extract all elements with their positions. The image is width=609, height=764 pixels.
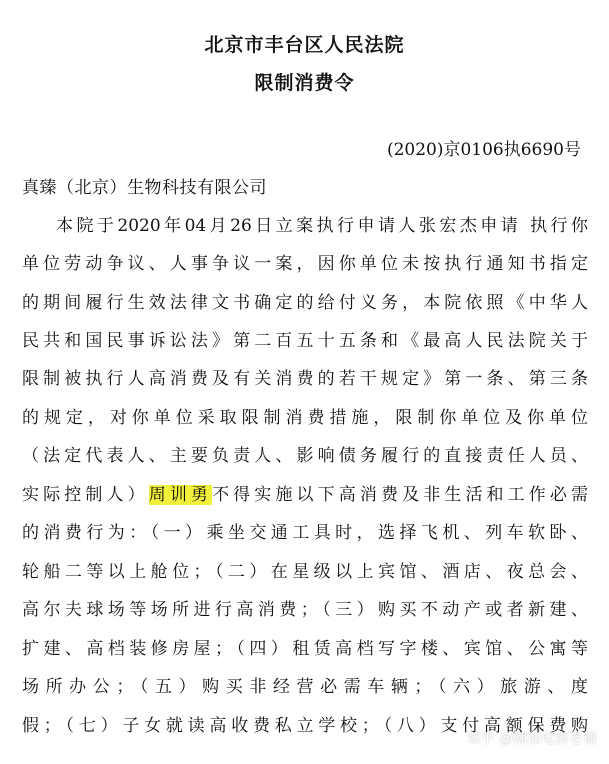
body-line-1: 本院于2020年04月26日立案执行申请人张宏杰申请 执行你 (56, 216, 588, 236)
body-line-2: 单位劳动争议、人事争议一案，因你单位未按执行通知书指定 (22, 254, 588, 274)
body-line-8-prefix: 实际控制人） (22, 485, 149, 505)
body-line-11: 高尔夫球场等场所进行高消费；（三）购买不动产或者新建、 (22, 600, 588, 620)
body-line-5: 限制被执行人高消费及有关消费的若干规定》第一条、第三条 (22, 369, 588, 389)
body-line-8 (22, 480, 588, 505)
body-line-7: （法定代表人、主要负责人、影响债务履行的直接责任人员、 (22, 446, 588, 466)
body-line-8-suffix: 不得实施以下高消费及非生活和工作必需 (212, 485, 589, 505)
highlighted-name: 周训勇 (148, 485, 213, 505)
case-number: (2020)京0106执6690号 (386, 140, 581, 160)
body-line-14: 假；（七）子女就读高收费私立学校；（八）支付高额保费购 (22, 716, 588, 736)
body-line-6: 的规定，对你单位采取限制消费措施，限制你单位及你单位 (22, 408, 588, 428)
body-line-13: 场所办公；（五）购买非经营必需车辆；（六）旅游、度 (22, 677, 588, 697)
body-line-4: 民共和国民事诉讼法》第二百五十五条和《最高人民法院关于 (22, 331, 588, 351)
body-line-12: 扩建、高档装修房屋；（四）租赁高档写字楼、宾馆、公寓等 (22, 639, 588, 659)
document-title: 限制消费令 (254, 72, 355, 94)
court-name: 北京市丰台区人民法院 (204, 34, 405, 56)
body-line-10: 轮船二等以上舱位；（二）在星级以上宾馆、酒店、夜总会、 (22, 562, 588, 582)
body-line-9: 的消费行为：（一）乘坐交通工具时，选择飞机、列车软卧、 (22, 523, 588, 543)
recipient: 真臻（北京）生物科技有限公司 (22, 178, 267, 198)
watermark: 知乎 @潮汕电商老谢 (466, 731, 597, 747)
body-line-3: 的期间履行生效法律文书确定的给付义务，本院依照《中华人 (22, 293, 588, 313)
